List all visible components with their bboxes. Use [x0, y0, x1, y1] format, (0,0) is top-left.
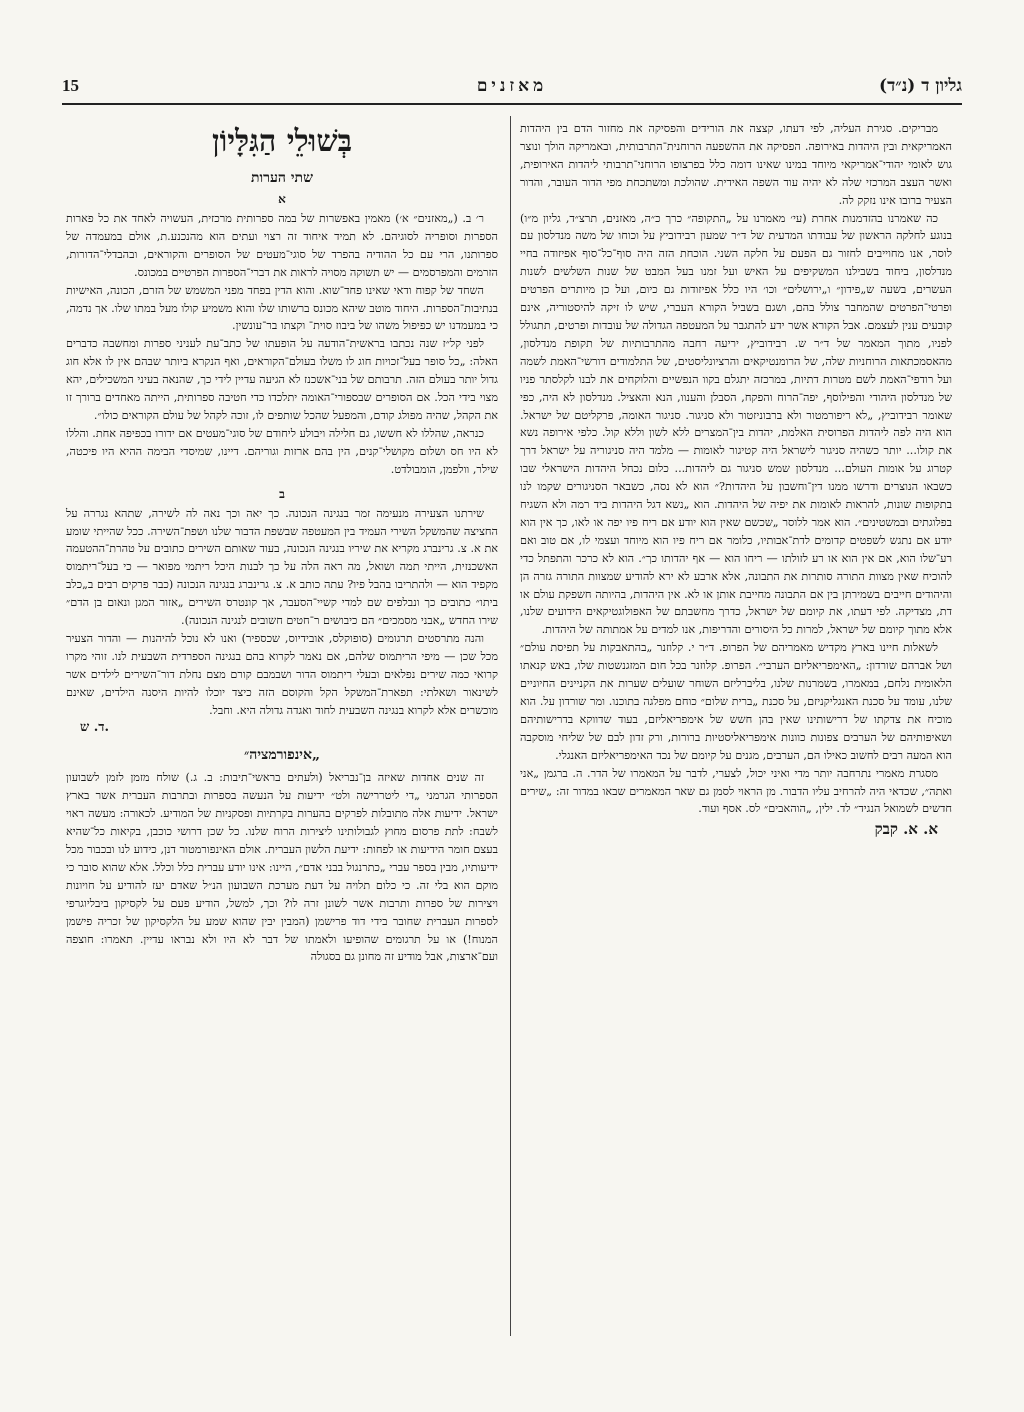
article-paragraph: שירתנו הצעירה מנעימה זמר בנגינה הנכונה. כך יאה וכך נאה לה לשירה, שתהא נגררה על החציצה שהמשקל השירי העמיד בין המעטפה שבשפת הדבור שלנו ושפת־השירה. ככל שהייתי שומע את א. צ. גרינברג מקריא את שיריו בנגינה הנכונה, בעוד שאותם השירים כתובים על טהרת־ההטעמה האשכנזית, הייתי תמה ושואל, מה ראה הלה על כך לבנות היכל ריתמי מפואר — כי בעל־ריתמוס מקפיד הוא — ולהתריבו בהבל פיו? עתה כותב א. צ. גרינברג בנגינה הנכונה (כבר פרקים רבים ב„כלב ביתו״ כתובים כך ונבלפים שם למדי קשיי־הסעבר, אך קונטרס השירים „אזור המגן ונאום בן הדם״ שירו החדש „אבני מסמכים״ הם כיבושים ר־חטים חשובים לנגינה הנכונה). [66, 506, 498, 628]
part-mark-bet: ב [279, 486, 285, 501]
part-signature: ד. ש. [80, 720, 110, 736]
article-paragraph: ר׳ ב. („מאזנים״ א׳) מאמין באפשרות של במה ספרותית מרכזית, העשויה לאחד את כל פארות הספרות וסופריה לסוגיהם. לא תמיד איחוד זה רצוי ועתים הוא מהנכנע.ת, אולם במעמדה של ספרותנו, הרי עם כל ההודיה בהפרד של סוגי־מעטים של הסופרים והקוראים, ובהבדלי־הדורות, הזרמים והמפרסמים — יש תשוקה מסויה לראות את דברי־הספרות הפרטיים במכונס. [66, 212, 498, 279]
article-paragraph: והנה מתרסטים תרגומים (סופוקלס, אובידיוס, שכספיר) ואנו לא נוכל להיהנות — והדור הצעיר מכל שכן — מיפי הריתמוס שלהם, אם נאמר לקרוא בהם בנגינה הספרדית השבעית לנו. זוהי מקרו קרואי כמה שירים נפלאים ובעלי ריתמוס הדור ושבמבם קורם מצם נחלת דור־השירים לילדים אשר לשינאור ושאלתי: תפארת־המשקל הקל והקוסם הזה כיצד יוכלו להיות היסנה הילדים, שאינם מוכשרים אלא לקרוא בנגינה השבעית לחוד ואגדה גדולה היא. וחבל. [66, 631, 498, 717]
article-paragraph: כה שאמרנו בהזדמנות אחרת (עי׳ מאמרנו על „התקופה״ כרך כ״ה, מאזנים, תרצ״ד, גליון מ״ו) בנוגע לחלקה הראשון של עבודתו המדעית של ד״ר שמעון רבידוביץ על וכוחו של משה מנדלסון עם לוסר, אנו מחוייבים לחזור גם הפעם על חלקה השני. הוכחת הזה היה סוף־כל־סוף אפיזודה בחיי מנדלסון, ביחוד בשבילנו המשקיפים על האיש ועל זמנו בעל המבט של שנות השלשים לשנות העשרים, בשעה ש„פידון״ ו„ירושלים״ וכו׳ היו כלל אפיזודות גם כיום, ועל כן מיותרים הפרטים ופרטי־הפרטים שהמחבר צולל בהם, ושגם בשביל הקורא העברי, שיש לו זיקה להיסטוריה, אינם קובעים ענין לעצמם. אבל הקורא אשר ידע להתגבר על המעטפה הגדולה של עובדות ופרטים, תתגולל לפניו, מתוך המאמר של ד״ר ש. רבידוביץ, יריעה רחבה מהתרבותיות של תקופת מנדלסון, מהאסמכתאות הרוחניות שלה, של הרומנטיקאים והרציונליסטים, של התלמודים דורשי־האמת לשמה ועל רודפי־האמת לשם מטרות דתיות, במרכזה יתגלם בקוו הנפשיים והלוקחים את לבנו לקלסתר פניו של מנדלסון היהודי והפילוסף, יפה־הרוח והפקח, הסבלן והענוו, הנא והאציל. מנדלסון לא היה, כפי שאומר רבידוביץ, „לא ריפורמטור ולא ברבוניזטור ולא סניגור. סניגור האומה, פרקליטם של ישראל. הוא היה לפה ליהדות הפרוסית האלמת, יהדות בין־המצרים ללא לשון וללא קול. כלפי אירופה נשא את קולו... יותר כשהיה סניגור לישראל היה קטיגור לאומות — מלמד היה סניגוריה על ישראל דרך קטרוג על אומות העולם... מנדלסון שמש סניגור גם ליהדות... כלום נכחל היהדות הישראלי שבו כשבאו הנוצרים ודרשו ממנו דין־וחשבון על היהדות?״ הוא לא נסה, כשבאר הסניגורים שקמו לנו בתקופות שונות, להראות לאומות את יפיה של היהדות. הוא „נשא דגל היהדות ביד רמה ולא השגיח בפלוגתים ובמשטינים״. הוא אמר ללוסר „שכשם שאין הוא יודע אם ריח פיו יפה או לאו, כך אין הוא יודע אם נתגש לשפטים קדומים לדת־אבותיו, כלומר אם ריח פיו הוא מיוחד ועצמי לו, אם טוב ואם רע־שלו הוא, אם אין הוא או רע לזולתו — ריחו הוא — אף יהדותו כך״. הוא לא כרכר והתפתל כדי להוכיח שאין מצוות התורה סותרות את התבונה, אלא ארבע לא ירא להודיע שמצוות התורה גזרה הן והיהודים חייבים בשמירתן בין אם התבונה מחייבת אותן או לא. אין היהדות, בהיותה חשפקת עולם או דת, מצדיקה. לפי דעתו, את קיומם של ישראל, כדרך מחשבתם של האפולוגטיקאים הידועים שלנו, אלא מתוך קיומם של ישראל, למרות כל היסורים והדריפות, אנו למדים על אמתותה של היהדות. [520, 211, 952, 637]
issue-label: גליון ד (נ״ד) [879, 76, 962, 96]
section-title: בְּשׁוּלֵי הַגִּלָּיוֹן [211, 124, 353, 159]
column-divider [510, 116, 511, 1336]
header-rule [62, 103, 962, 105]
article-paragraph: לפני קל״ז שנה נכתבו בראשית־הודעה על הופעתו של כתב־עת לעניני ספרות ומחשבה כדברים האלה: „כל סופר בעל־זכויות חוג לו משלו בעולם־הקוראים, ואף הנקרא ביותר שבהם אין לו אלא חוג גדול יותר בעולם הזה. תרבותם של בני־אשכנז לא הגיעה עדיין לידי כך, שהנאה בעיני המשכילים, יהא מצוי בידי הכל. אם הסופרים שבספורי־האומה יתלכדו כדי חטיבה ספרותית, הייתה מאחדים ברורך זו את הקהל, שהיה מפולג קודם, והמפעל שהכל שותפים לו, זוכה לקהל של עולם הקוראים כולו״. [66, 337, 498, 422]
left-column [66, 120, 498, 966]
article-paragraph: מסגרת מאמרי נתרחבה יותר מדי ואיני יכול, לצערי, לדבר על המאמרו של הדר. ה. ברגמן „אני ואתה״, שכדאי היה להרחיב עליו הדבור. מן הראוי לסמן גם שאר המאמרים שבאו במדור זה: „שירים חדשים לשמואל הנגיד״ לד. ילין, „הוהאבים״ לס. אסף ועוד. [520, 766, 952, 816]
right-column [520, 120, 952, 840]
newspaper-page [62, 58, 962, 1358]
running-head [62, 76, 962, 102]
article-paragraph: השחד של קפוח ודאי שאינו פחד־שוא. והוא הדין בפחד מפני המשמש של הזרם, הכונה, האישיות בנתיבות־הספרות. היחוד מוטב שיהא מכונס ברשותו שלו והוא משמיע קולו מעל במתו שלו. אך נדמה, כי במעמדנו יש כפיפול משהו של ביבוז סוית־ וקצתו בר־עונשין. [66, 283, 498, 333]
journal-title: מאזנים [476, 76, 548, 96]
article-paragraph: זה שנים אחדות שאיזה בן־נבריאל (ולעתים בראשי־תיבות: ב. ג.) שולח מזמן לזמן לשבועון הספרותי הגרמני „די ליטררישה ולט״ ידיעות על הנעשה בספרות ובתרבות העברית אשר בארץ ישראל. ידיעות אלה מתובלות לפרקים בהערות בקרתיות ופסקניות של המודיע. לכאורה: מעשה ראוי לשבח: לתת פרסום מחוץ לגבולותינו ליצירות הרוח שלנו. כל שכן דרושי כוכבן, בקיאות כל־שהיא בעצם חומר הידיעות או לפחות: ידיעת הלשון העברית. אולם האינפורמטור דנן, כידוע לנו ובכבור מכל ידיעותיו, מבין בספר עברי „כתרנגול בבני אדם״, היינו: אינו יודע עברית כלל וכלל. אלא שהוא סובר כי מוקם הוא בלי זה. כי כלום תלויה על דעת מערכת השבועון הנ״ל שאדם יעז להודיע על חויונות ויצירות של ספרות ותרבות אשר לשונן זרה לו? וכך, למשל, הודיע פעם על לקסיקון ביבליוגרפי לספרות העברית שחובר בידי דוד פרישמן (המבין יבין שהוא שמע על הלקסיקון של זכריה פישמן המנוח!) או על תרגומים שהופיעו ולאמתו של דבר לא היו ולא נבראו עדיין. תאמרו: חוצפה ועם־ארצות, אבל מודיע זה מחונן גם בסגולה [66, 771, 498, 964]
part-mark-aleph: א [278, 192, 286, 206]
page-number: 15 [62, 76, 79, 95]
section-subtitle: שתי הערות [251, 170, 313, 186]
section-two-title: „אינפורמציה״ [243, 747, 320, 764]
author-signature: א. א. קבק [874, 820, 938, 839]
article-paragraph: מבריקים. סגירת העליה, לפי דעתו, קצצה את הורידים והפסיקה את מחזור הדם בין היהדות האמריקאית ובין היהדות באירופה. הפסיקה את ההשפעה הרוחנית־התרבותית, ובאמריקה הולך ונוצר גוש לאומי יהודי־אמריקאי מיוחד במינו שאינו דומה כלל בפרצופו הרוחני־תרבותי ליהדות האירופית, ואשר העצב המרכזי שלה לא יהיה עוד השפה האידית. שהולכת ומשתכחת מפי הדור העובר, והדור הצעיר ברובו אינו נזקק לה. [520, 122, 952, 207]
article-paragraph: לשאלות חיינו בארץ מקדיש מאמריהם של הפרופ. ד״ר י. קלוזנר „בהתאבקות על תפיסת עולם״ ושל אברהם שורדון: „האימפריאליזם הערבי״. הפרופ. קלוזנר בכל חום המזגנשטות שלו, באש קנאתו הלאומית נלחם, במאמרו, בשמרנות שלנו, בליברליזם השוחר שועלים שערות את הקניינים החיוניים שלנו, עומד על סכנת האנגליקניזם, על סכנת „ברית שלום״ כוחם מפלגה בתוכנו. ומר שורדון על. הוא מוכיח את צדקתו של דרישותינו שאין בהן חשש של אימפריאליזם, בעוד שדווקא בדרישותיהם ושאיפותיהם של הערבים צפונות כוונות אימפריאליסטיות ברורות, ורק זדון לבם של שליחי מוסקבה הוא המעה רבים לחשוב כאילו הם, הערבים, מגנים על קיומם של נכד האימפריאליזם האנגלי. [520, 641, 952, 762]
article-paragraph: כנראה, שהללו לא חששו, גם חלילה ויבולע ליחודם של סוגי־מעטים אם ידורו בכפיפה אחת. והללו לא היו חס ושלום מקושלי־קנים, הין בהם ארזות וגוריהם. דיינו, שמיסדי הבימה ההיא היו פיכטה, שילר, וולפמן, הומבולדט. [66, 426, 498, 476]
